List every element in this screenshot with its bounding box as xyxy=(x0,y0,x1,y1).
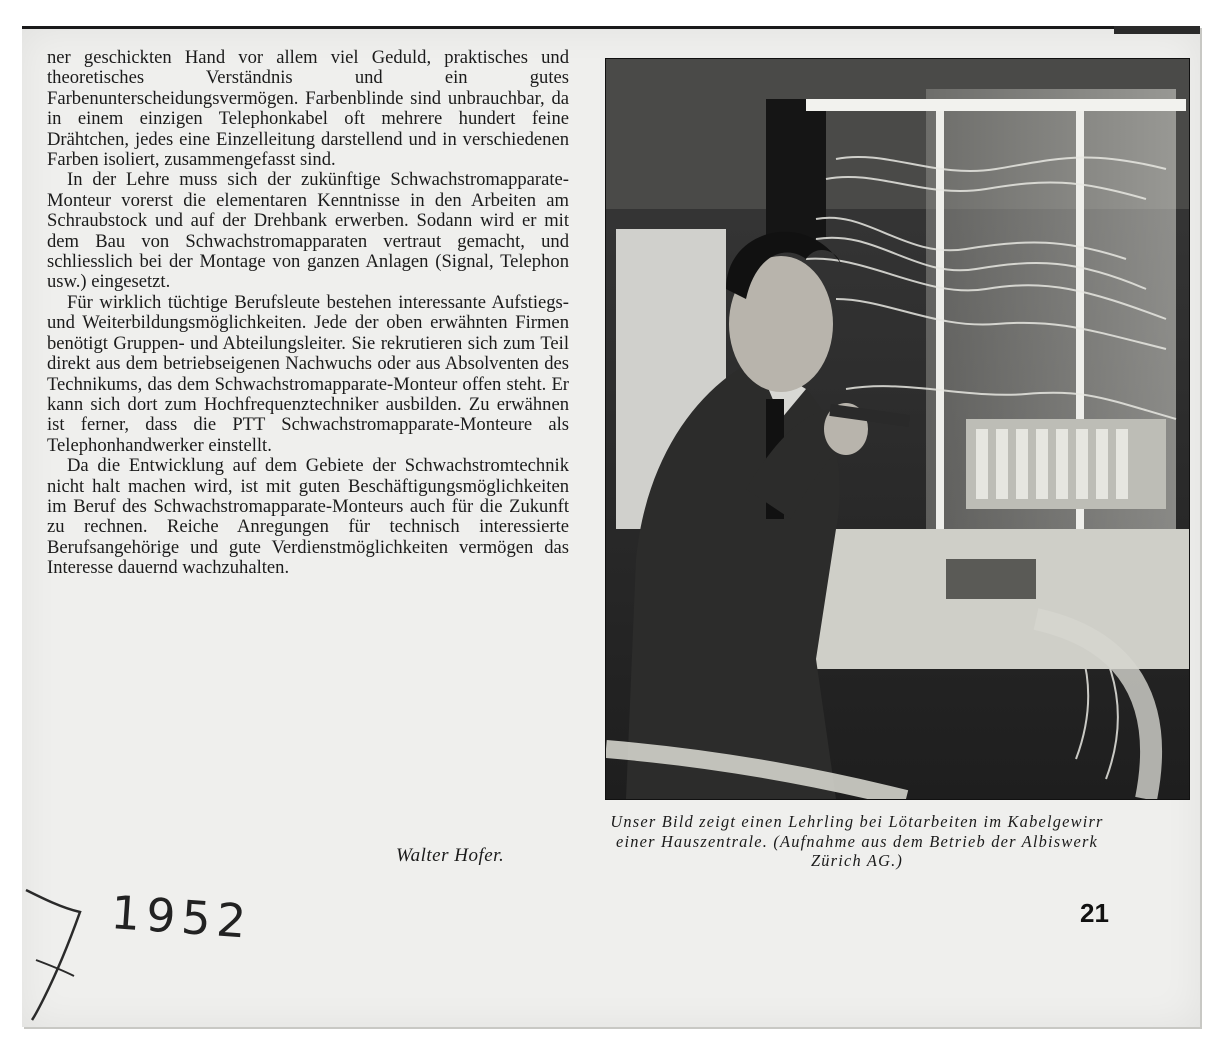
photo-caption: Unser Bild zeigt einen Lehrling bei Lötarbeiten im Kabelgewirr einer Hauszentrale. (Aufnahme aus dem Betrieb der Albiswerk Zürich AG.) xyxy=(610,812,1104,871)
article-paragraph-3: Für wirklich tüchtige Berufsleute bestehen interessante Aufstiegs- und Weiterbildungsmöglichkeiten. Jede der oben erwähnten Firmen benötigt Gruppen- und Abteilungsleiter. Sie rekrutieren sich zum Teil direkt aus dem betriebseigenen Nachwuchs oder aus Absolventen des Technikums, das dem Schwachstromapparate-Monteur offen steht. Er kann sich dort zum Hochfrequenztechniker ausbilden. Zu erwähnen ist ferner, dass die PTT Schwachstromapparate-Monteure als Telephonhandwerker einstellt. xyxy=(47,291,569,456)
article-paragraph-1: ner geschickten Hand vor allem viel Geduld, praktisches und theoretisches Verständnis und ein gutes Farbenunterscheidungsvermögen. Farbenblinde sind unbrauchbar, da in einem einzigen Telephonkabel oft mehrere hundert feine Drähtchen, jedes eine Einzelleitung darstellend und in verschiedenen Farben isoliert, zusammengefasst sind. xyxy=(47,47,569,171)
article-paragraph-4: Da die Entwicklung auf dem Gebiete der Schwachstromtechnik nicht halt machen wird, ist mit guten Beschäftigungsmöglichkeiten im Beruf des Schwachstromapparate-Monteurs auch für die Zukunft zu rechnen. Reiche Anregungen für technisch interessierte Berufsangehörige und gute Verdienstmöglichkeiten vermögen das Interesse dauernd wachzuhalten. xyxy=(47,455,569,579)
author-signature: Walter Hofer. xyxy=(396,845,505,866)
handwritten-year xyxy=(22,880,282,1030)
handwritten-year-text: 1952 xyxy=(109,885,254,949)
article-body xyxy=(47,48,569,579)
page-number: 21 xyxy=(1080,898,1109,928)
clipping-edge xyxy=(1114,26,1200,34)
photo-illustration xyxy=(606,59,1189,799)
article-paragraph-2: In der Lehre muss sich der zukünftige Schwachstromapparate-Monteur vorerst die elementaren Kenntnisse in den Arbeiten am Schraubstock und auf der Drehbank erwerben. Sodann wird er mit dem Bau von Schwachstromapparaten vertraut gemacht, und schliesslich bei der Montage von ganzen Anlagen (Signal, Telephon usw.) eingesetzt. xyxy=(47,169,569,293)
photo-apprentice-soldering xyxy=(605,58,1190,800)
